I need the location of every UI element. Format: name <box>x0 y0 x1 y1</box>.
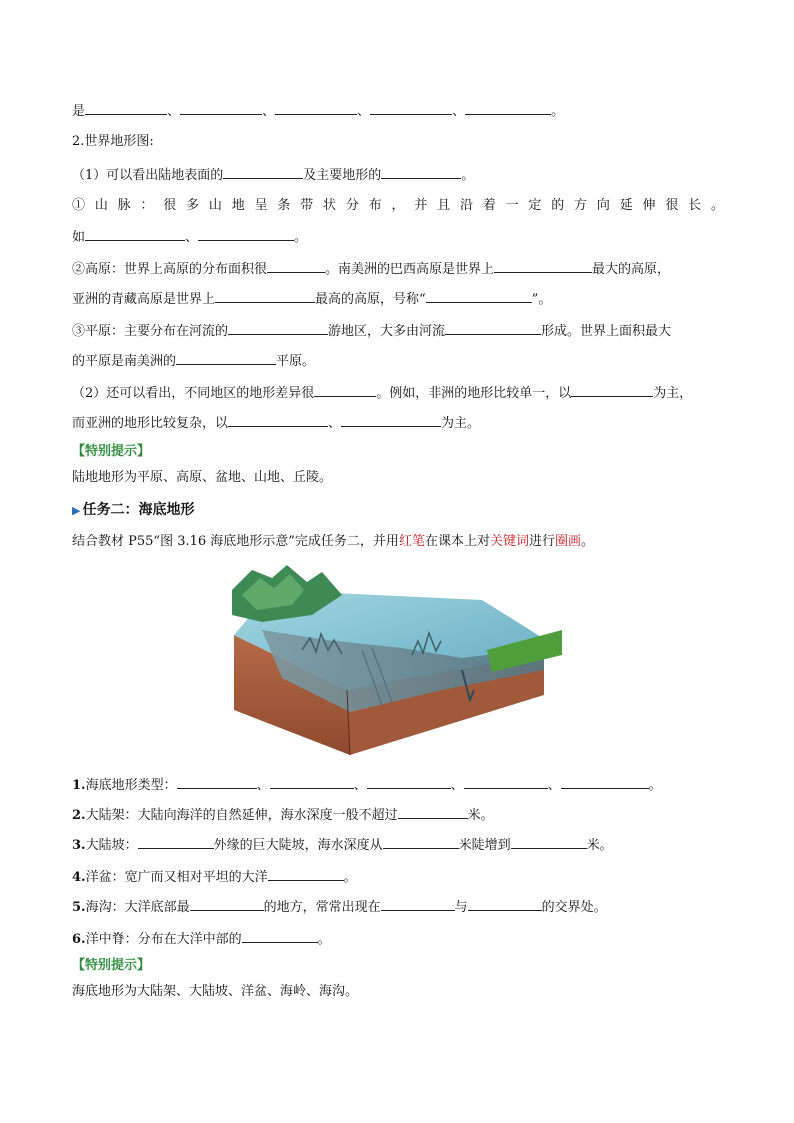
answer-blank[interactable] <box>561 774 649 789</box>
answer-blank[interactable] <box>426 288 532 303</box>
answer-blank[interactable] <box>228 412 328 427</box>
answer-blank[interactable] <box>381 896 455 911</box>
question-6: 6.洋中脊：分布在大洋中部的 。 <box>72 928 724 948</box>
answer-blank[interactable] <box>367 774 451 789</box>
answer-blank[interactable] <box>314 382 376 397</box>
special-tip-label: 【特别提示】 <box>72 958 151 973</box>
top-blank-line: 是 、 、 、 、 。 <box>72 100 724 120</box>
play-triangle-icon: ▶ <box>72 504 81 517</box>
special-tip-text: 陆地地形为平原、高原、盆地、山地、丘陵。 <box>72 470 333 485</box>
task-2-heading: ▶ 任务二：海底地形 <box>72 502 195 518</box>
answer-blank[interactable] <box>267 258 325 273</box>
special-tip-label: 【特别提示】 <box>72 444 151 459</box>
paragraph-2-line-1: （2）还可以看出，不同地区的地形差异很 。例如，非洲的地形比较单一，以 为主， <box>72 382 724 402</box>
answer-blank[interactable] <box>215 288 315 303</box>
answer-blank[interactable] <box>370 100 452 115</box>
question-5: 5.海沟：大洋底部最 的地方，常常出现在 与 的交界处。 <box>72 896 724 916</box>
answer-blank[interactable] <box>511 834 587 849</box>
plateau-line-1: ②高原：世界上高原的分布面积很 。南美洲的巴西高原是世界上 最大的高原， <box>72 258 724 278</box>
answer-blank[interactable] <box>381 164 461 179</box>
plateau-line-2: 亚洲的青藏高原是世界上 最高的高原，号称“ ”。 <box>72 288 724 308</box>
answer-blank[interactable] <box>464 774 548 789</box>
section-2-title: 2.世界地形图: <box>72 134 154 149</box>
seafloor-terrain-illustration <box>232 560 562 755</box>
answer-blank[interactable] <box>383 834 459 849</box>
answer-blank[interactable] <box>445 320 541 335</box>
mountain-line-1: ① 山 脉 ： 很 多 山 地 呈 条 带 状 分 布 ， 并 且 沿 着 一 定 的 方 向 延 伸 很 长 。 <box>72 198 724 213</box>
task-2-intro: 结合教材 P55“图 3.16 海底地形示意”完成任务二，并用红笔在课本上对关键词进行圈画。 <box>72 534 595 549</box>
answer-blank[interactable] <box>571 382 653 397</box>
question-4: 4.洋盆：宽广而又相对平坦的大洋 。 <box>72 866 724 886</box>
answer-blank[interactable] <box>190 896 264 911</box>
answer-blank[interactable] <box>275 100 357 115</box>
question-1: 1.海底地形类型： 、 、 、 、 。 <box>72 774 724 794</box>
answer-blank[interactable] <box>85 226 185 241</box>
answer-blank[interactable] <box>465 100 551 115</box>
answer-blank[interactable] <box>270 774 354 789</box>
answer-blank[interactable] <box>468 896 542 911</box>
answer-blank[interactable] <box>85 100 167 115</box>
answer-blank[interactable] <box>223 164 303 179</box>
answer-blank[interactable] <box>180 100 262 115</box>
answer-blank[interactable] <box>242 928 318 943</box>
plain-line-1: ③平原：主要分布在河流的 游地区，大多由河流 形成。世界上面积最大 <box>72 320 724 340</box>
plain-line-2: 的平原是南美洲的 平原。 <box>72 350 724 370</box>
answer-blank[interactable] <box>341 412 441 427</box>
paragraph-1: （1）可以看出陆地表面的 及主要地形的 。 <box>72 164 724 184</box>
paragraph-2-line-2: 而亚洲的地形比较复杂，以 、 为主。 <box>72 412 724 432</box>
answer-blank[interactable] <box>494 258 592 273</box>
answer-blank[interactable] <box>177 774 257 789</box>
answer-blank[interactable] <box>198 226 294 241</box>
answer-blank[interactable] <box>176 350 276 365</box>
special-tip-text: 海底地形为大陆架、大陆坡、洋盆、海岭、海沟。 <box>72 984 359 999</box>
question-2: 2.大陆架：大陆向海洋的自然延伸，海水深度一般不超过 米。 <box>72 804 724 824</box>
answer-blank[interactable] <box>228 320 328 335</box>
answer-blank[interactable] <box>138 834 214 849</box>
answer-blank[interactable] <box>398 804 468 819</box>
question-3: 3.大陆坡： 外缘的巨大陡坡，海水深度从 米陡增到 米。 <box>72 834 724 854</box>
answer-blank[interactable] <box>268 866 344 881</box>
mountain-line-2: 如 、 。 <box>72 226 724 246</box>
